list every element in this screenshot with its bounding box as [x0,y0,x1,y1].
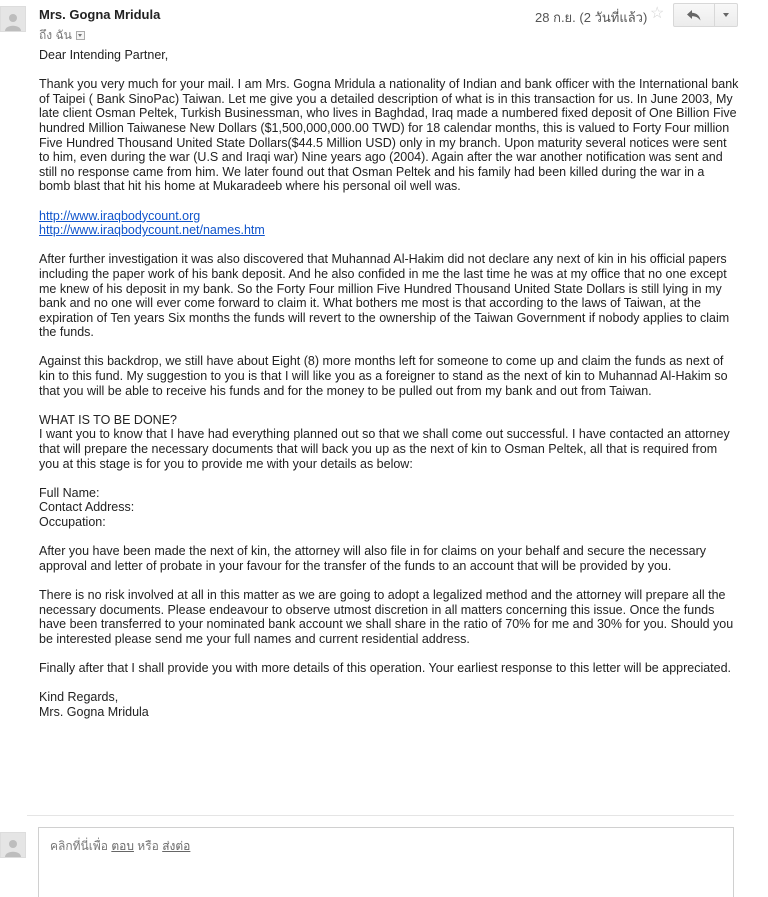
person-icon [3,837,23,857]
chevron-down-icon [723,13,729,17]
field-occupation: Occupation: [39,515,106,529]
star-icon[interactable]: ☆ [650,5,665,22]
body-paragraph-6: There is no risk involved at all in this matter as we are going to adopt a legalized method and the attorney will prepare all the necessary documents. Please endeavour to observe utmost discretion in all matters concerning this issue. Once the funds have been transferred to your nominated bank account we shall share in the ratio of 70% for me and 30% for you. Should you be interested please send me your full names and current residential address. [39,587,734,646]
my-avatar [0,832,26,858]
body-paragraph-2: After further investigation it was also discovered that Muhannad Al-Hakim did not declare any next of kin in his official papers including the paper work of his bank deposit. And he also confided in me the last time he was at my office that no one except me knew of his deposit in my bank. So the Forty Four million Five Hundred Thousand United State Dollars is still lying in my bank and no one will ever come forward to claim it. What bothers me most is that according to the laws of Taiwan, at the expiration of Ten years Six months the funds will revert to the ownership of the Taiwan Government if nobody applies to claim the funds. [39,252,730,340]
reply-button[interactable] [673,3,715,27]
body-paragraph-3: Against this backdrop, we still have about Eight (8) more months left for someone to come up and claim the funds as next of kin to this fund. My suggestion to you is that I will like you as a foreigner to stand as the next of kin to Muhannad Al-Hakim so that you will be able to receive his funds and for the money to be pulled out from my bank and out from Taiwan. [39,354,728,398]
greeting: Dear Intending Partner, [39,48,169,62]
sender-name[interactable]: Mrs. Gogna Mridula [39,7,161,22]
sender-avatar [0,6,26,32]
message-date: 28 ก.ย. (2 วันที่แล้ว) [535,10,648,25]
person-icon [3,11,23,31]
more-options-button[interactable] [714,3,738,27]
reply-box[interactable] [38,827,734,897]
reply-prompt: คลิกที่นี่เพื่อ [50,839,108,853]
body-paragraph-1: Thank you very much for your mail. I am Mrs. Gogna Mridula a nationality of Indian and bank officer with the International bank of Taipei ( Bank SinoPac) Taiwan. Let me give you a detailed description of what is in this transaction for us. In June 2003, My late client Osman Peltek, Turkish Businessman, who lives in Baghdad, Iraq made a numbered fixed deposit of One Billion Five hundred Million Taiwanese New Dollars ($1,500,000,000.00 TWD) for 18 calendar months, this is valued to Forty Four million Five Hundred Thousand United State Dollars($44.5 Million USD) only in my branch. Upon maturity several notices were sent to him, even during the war (U.S and Iraqi war) Nine years ago (2004). Again after the war another notification was sent and still no response came from him. We later found out that Osman Peltek and his family had been killed during the war in a bomb blast that hit his home at Mukaradeeb where his personal oil well was. [39,77,739,194]
show-details-toggle[interactable] [76,31,85,40]
link-iraqbodycount-org[interactable]: http://www.iraqbodycount.org [39,208,201,223]
section-heading: WHAT IS TO BE DONE? [39,412,177,427]
divider [27,815,734,816]
links-block [39,209,739,238]
reply-link[interactable]: ตอบ [111,839,134,853]
reply-arrow-icon [687,10,701,21]
message-body [39,48,739,719]
signature: Mrs. Gogna Mridula [39,704,149,719]
link-iraqbodycount-names[interactable]: http://www.iraqbodycount.net/names.htm [39,223,265,238]
field-contact-address: Contact Address: [39,500,135,515]
field-full-name: Full Name: [39,485,100,500]
recipients-label: ถึง ฉัน [39,28,72,42]
or-text: หรือ [137,839,159,853]
forward-link[interactable]: ส่งต่อ [162,839,191,853]
body-paragraph-5: After you have been made the next of kin, the attorney will also file in for claims on your behalf and secure the necessary approval and letter of probate in your favour for the transfer of the funds to an account that will be provided by you. [39,544,707,573]
body-paragraph-4: I want you to know that I have had everything planned out so that we shall come out successful. I have contacted an attorney that will prepare the necessary documents that will back you up as the next of kin to Osman Peltek, all that is required from you at this stage is for you to provide me with your details as below: [39,427,730,471]
body-paragraph-7: Finally after that I shall provide you with more details of this operation. Your earliest response to this letter will be appreciated. [39,660,732,675]
recipients-line [39,26,85,45]
signoff: Kind Regards, [39,690,119,705]
